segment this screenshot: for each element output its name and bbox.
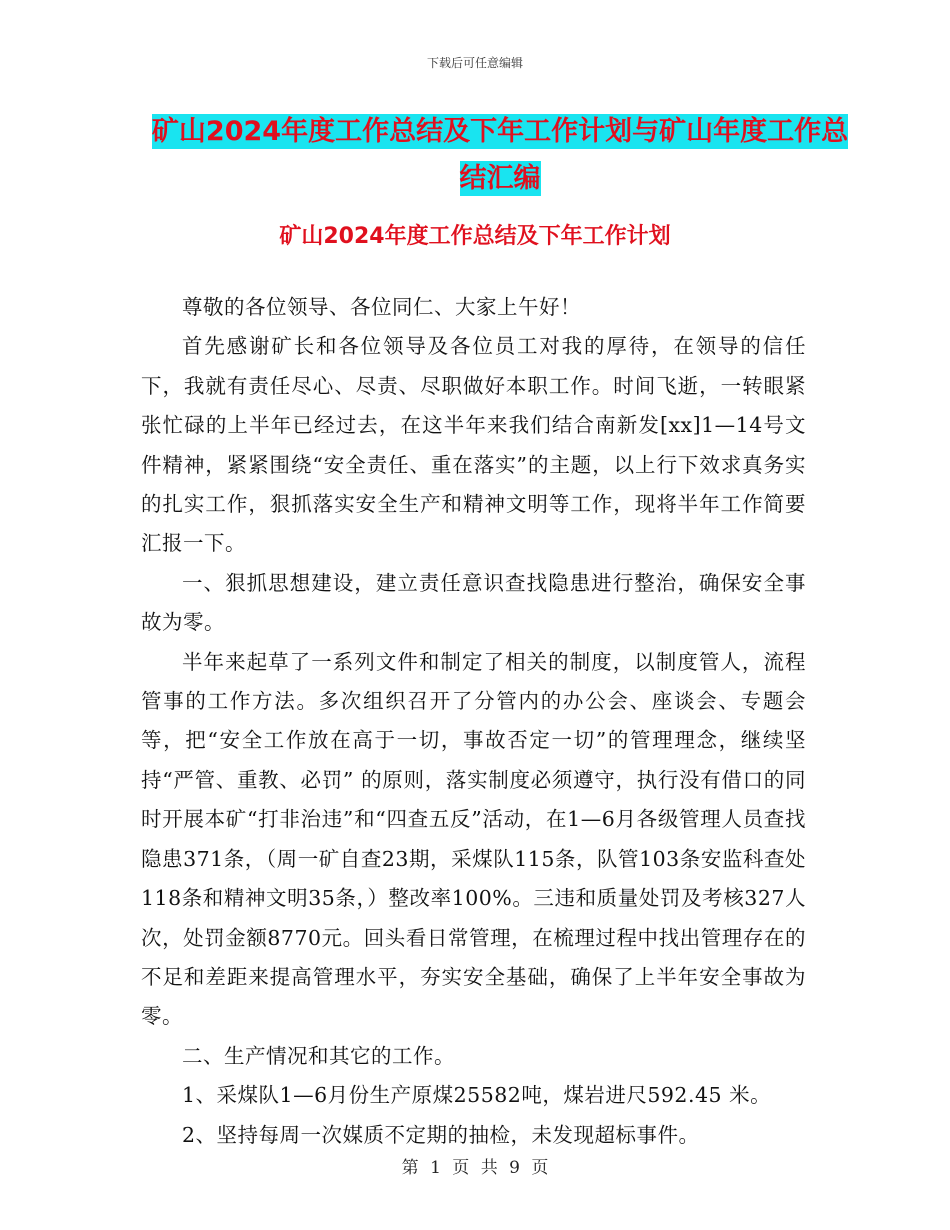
paragraph-intro: 首先感谢矿长和各位领导及各位员工对我的厚待，在领导的信任下，我就有责任尽心、尽责、尽职做好本职工作。时间飞逝，一转眼紧张忙碌的上半年已经过去，在这半年来我们结合南新发[xx]1—14号文件精神，紧紧围绕“安全责任、重在落实”的主题，以上行下效求真务实的扎实工作，狠抓落实安全生产和精神文明等工作，现将半年工作简要汇报一下。 — [141, 334, 806, 556]
page-number: 第 1 页 共 9 页 — [401, 1158, 549, 1178]
document-title — [140, 108, 860, 202]
paragraph-item-1: 1、采煤队1—6月份生产原煤25582吨，煤岩进尺592.45 米。 — [182, 1083, 772, 1108]
paragraph-heading-1: 一、狠抓思想建设，建立责任意识查找隐患进行整治，确保安全事故为零。 — [141, 570, 806, 635]
paragraph-heading-2: 二、生产情况和其它的工作。 — [182, 1043, 455, 1068]
document-title-text: 矿山2024年度工作总结及下年工作计划与矿山年度工作总结汇编 — [151, 116, 849, 194]
paragraph-greeting: 尊敬的各位领导、各位同仁、大家上午好！ — [182, 295, 581, 319]
section-title: 矿山2024年度工作总结及下年工作计划 — [279, 224, 671, 249]
paragraph-item-2: 2、坚持每周一次媒质不定期的抽检，未发现超标事件。 — [182, 1122, 700, 1147]
paragraph-safety: 半年来起草了一系列文件和制定了相关的制度，以制度管人，流程管事的工作方法。多次组织召开了分管内的办公会、座谈会、专题会等，把“安全工作放在高于一切，事故否定一切”的管理理念，继续坚持“严管、重教、必罚” 的原则，落实制度必须遵守，执行没有借口的同时开展本矿“打非治违”和“四查五反”活动，在1—6月各级管理人员查找隐患371条，（周一矿自查23期，采煤队115条，队管103条安监科查处118条和精神文明35条，）整改率100%。三违和质量处罚及考核327人次，处罚金额8770元。回头看日常管理，在梳理过程中找出管理存在的不足和差距来提高管理水平，夯实安全基础，确保了上半年安全事故为零。 — [141, 649, 806, 1029]
document-body — [141, 288, 806, 1155]
header-note: 下载后可任意编辑 — [426, 56, 523, 70]
